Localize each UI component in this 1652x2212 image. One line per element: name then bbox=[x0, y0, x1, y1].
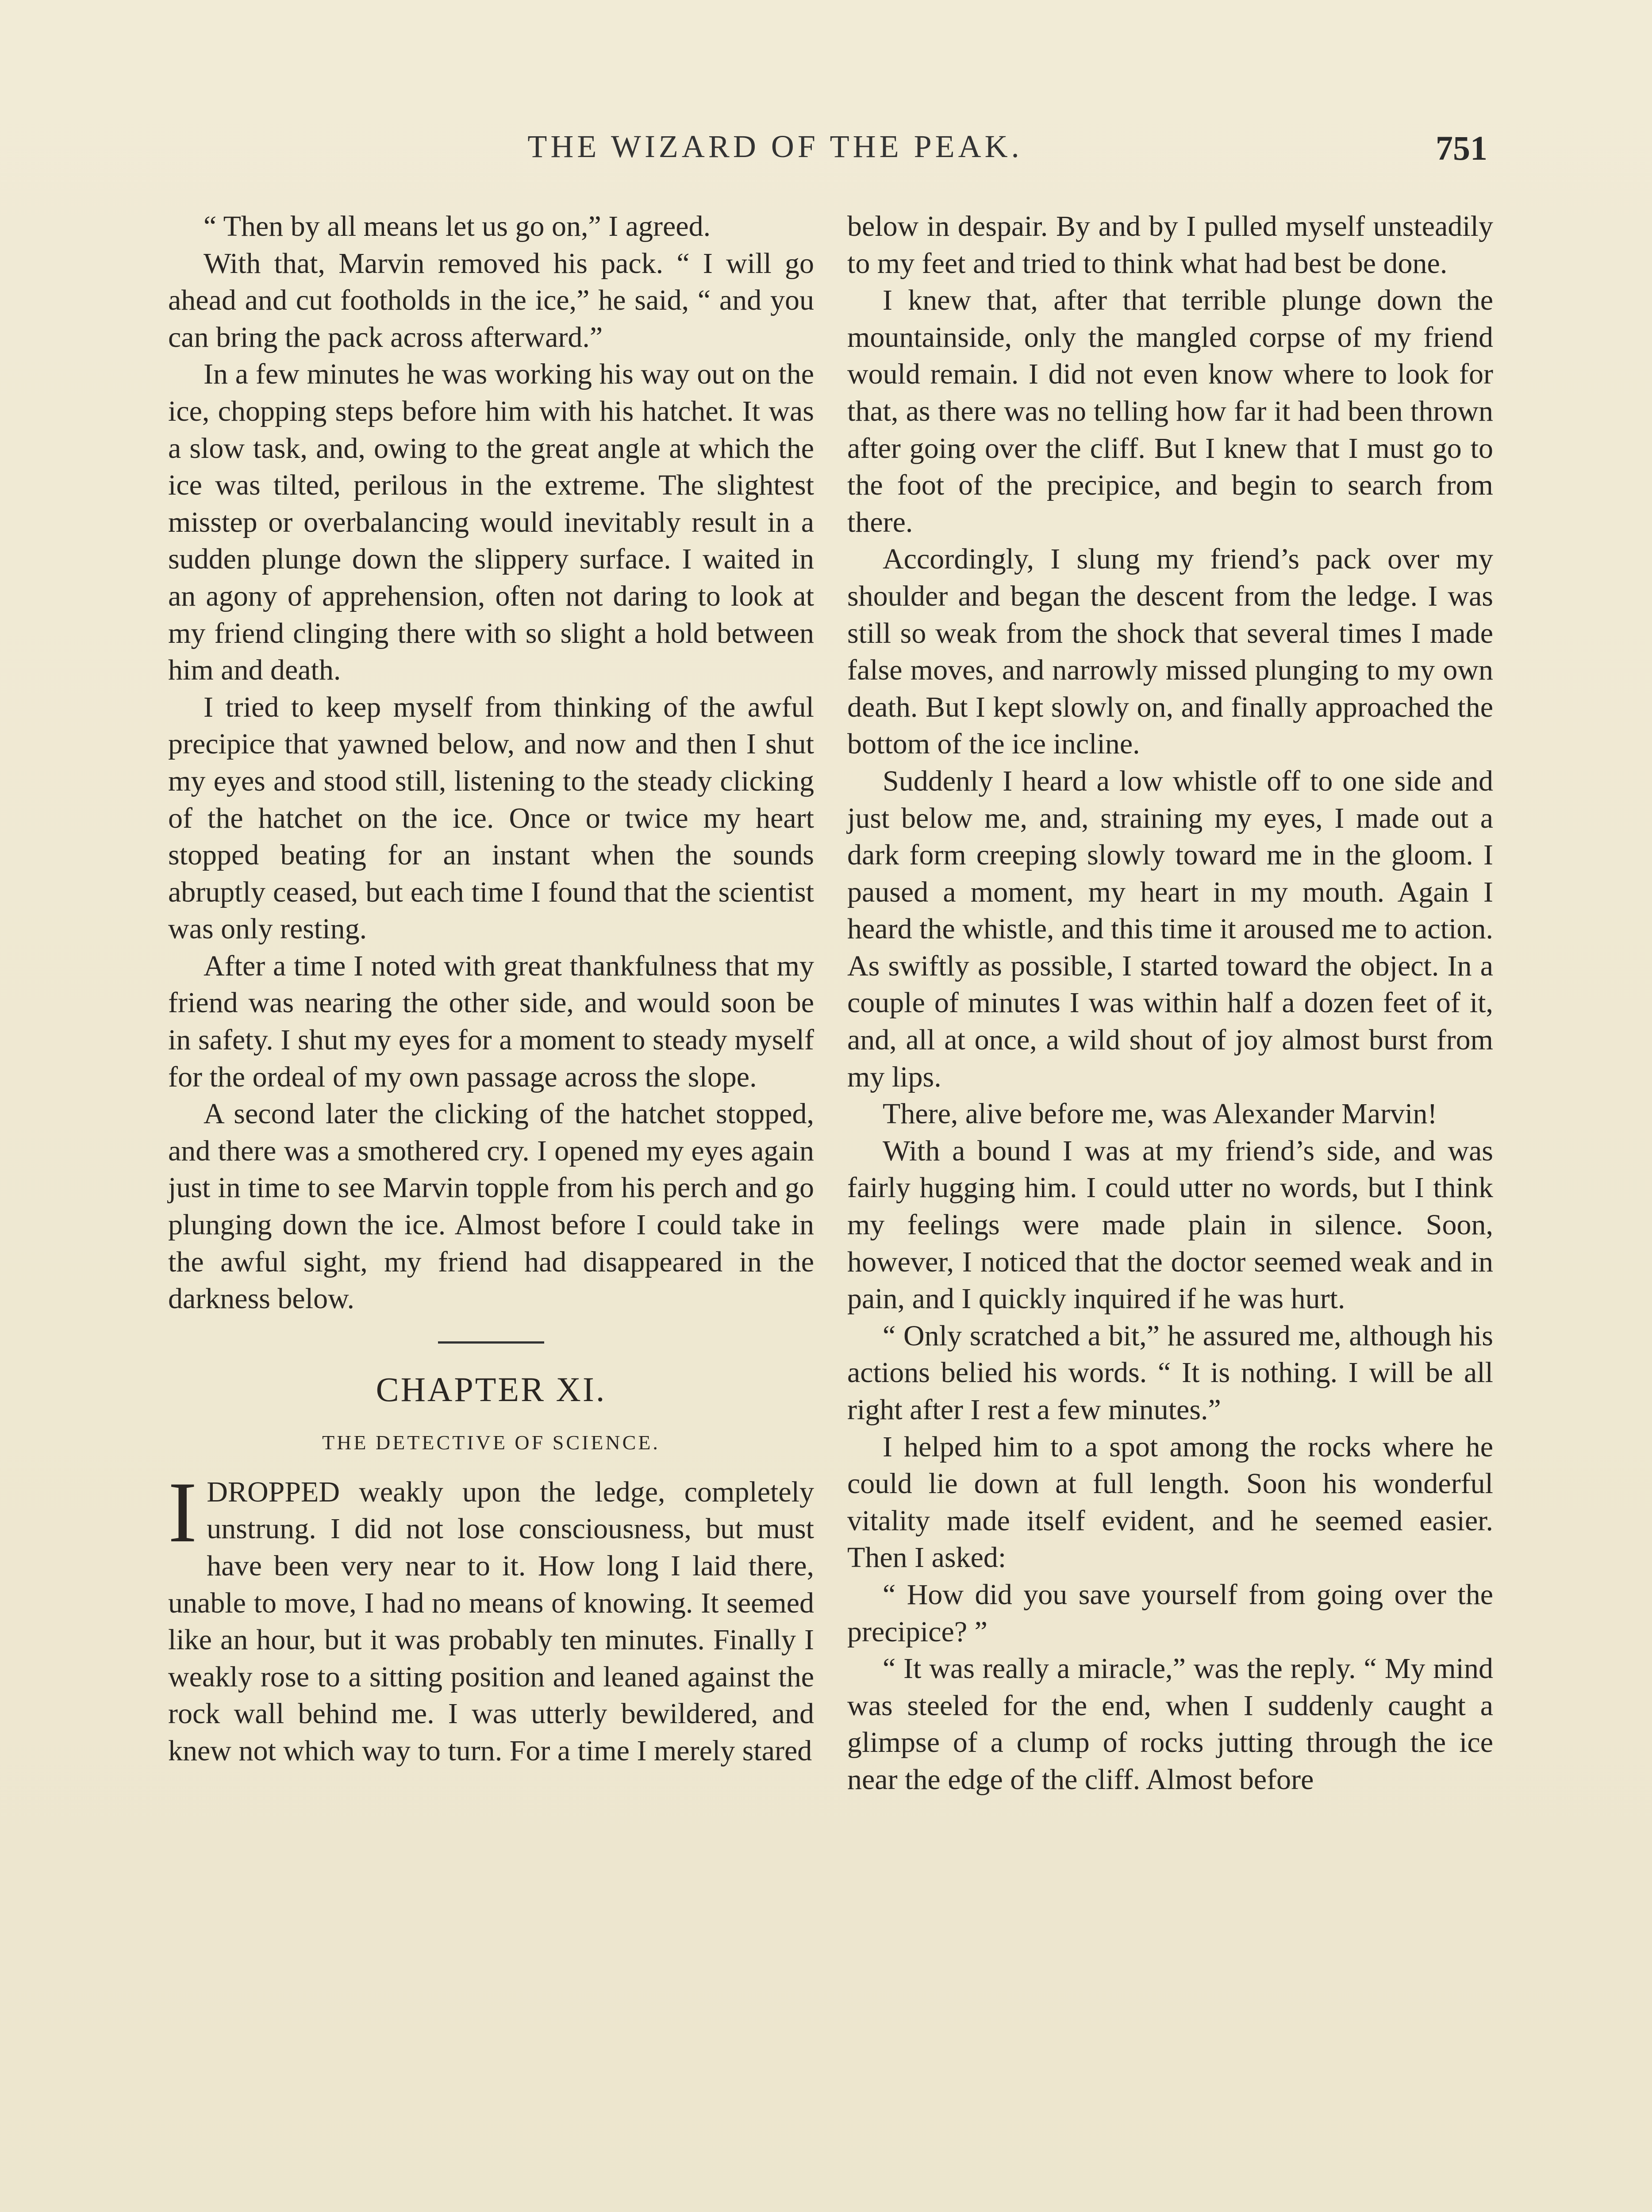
paragraph: With a bound I was at my friend’s side, and was fairly hugging him. I could utter no words, but I think my feelings were made plain in silence. Soon, however, I noticed that the doctor seemed weak and in pain, and I quickly inquired if he was hurt. bbox=[847, 1134, 1493, 1315]
paragraph: I helped him to a spot among the rocks where he could lie down at full length. Soon his wonderful vitality made itself evident, and he seemed easier. Then I asked: bbox=[847, 1430, 1493, 1574]
paragraph: With that, Marvin removed his pack. “ I will go ahead and cut footholds in the ice,” he said, “ and you can bring the pack across afterward.” bbox=[168, 247, 814, 353]
paragraph: Suddenly I heard a low whistle off to one side and just below me, and, straining my eyes, I made out a dark form creeping slowly toward me in the gloom. I paused a moment, my heart in my mouth. Again I heard the whistle, and this time it aroused me to action. As swiftly as possible, I started toward the object. In a couple of minutes I was within half a dozen feet of it, and, all at once, a wild shout of joy almost burst from my lips. bbox=[847, 764, 1493, 1093]
paragraph: A second later the clicking of the hatchet stopped, and there was a smothered cry. I opened my eyes again just in time to see Marvin topple from his perch and go plunging down the ice. Almost before I could take in the awful sight, my friend had disappeared in the darkness below. bbox=[168, 1098, 814, 1315]
paragraph: “ How did you save yourself from going over the precipice? ” bbox=[847, 1578, 1493, 1648]
drop-cap: I bbox=[168, 1464, 197, 1560]
chapter-heading: CHAPTER XI. bbox=[376, 1370, 607, 1409]
chapter-opening-paragraph bbox=[168, 1464, 814, 1770]
running-head-title: THE WIZARD OF THE PEAK. bbox=[527, 129, 1023, 164]
section-divider bbox=[438, 1341, 544, 1344]
running-head bbox=[165, 128, 1487, 177]
paragraph: After a time I noted with great thankfulness that my friend was nearing the other side, and would soon be in safety. I shut my eyes for a moment to steady myself for the ordeal of my own passage across the slope. bbox=[168, 949, 814, 1093]
paragraph: Accordingly, I slung my friend’s pack over my shoulder and began the descent from the ledge. I was still so weak from the shock that several times I made false moves, and narrowly missed plunging to my own death. But I kept slowly on, and finally approached the bottom of the ice incline. bbox=[847, 543, 1493, 760]
paragraph: In a few minutes he was working his way out on the ice, chopping steps before him with his hatchet. It was a slow task, and, owing to the great angle at which the ice was tilted, perilous in the extreme. The slightest misstep or overbalancing would inevitably result in a sudden plunge down the slippery surface. I waited in an agony of apprehension, often not daring to look at my friend clinging there with so slight a hold between him and death. bbox=[168, 358, 814, 687]
chapter-subtitle: THE DETECTIVE OF SCIENCE. bbox=[322, 1431, 660, 1454]
right-column bbox=[847, 208, 1493, 1798]
paragraph: “ Only scratched a bit,” he assured me, although his actions belied his words. “ It is nothing. I will be all right after I rest a few minutes.” bbox=[847, 1319, 1493, 1426]
page-number: 751 bbox=[1436, 129, 1487, 167]
paragraph: “ It was really a miracle,” was the reply. “ My mind was steeled for the end, when I suddenly caught a glimpse of a clump of rocks jutting through the ice near the edge of the cliff. Almost before bbox=[847, 1652, 1493, 1796]
chapter-opening-text: DROPPED weakly upon the ledge, completely unstrung. I did not lose consciousness, but must have been very near to it. How long I laid there, unable to move, I had no means of knowing. It seemed like an hour, but it was probably ten minutes. Finally I weakly rose to a sitting position and leaned against the rock wall behind me. I was utterly bewildered, and knew not which way to turn. For a time I merely stared bbox=[168, 1475, 814, 1767]
paragraph: There, alive before me, was Alexander Marvin! bbox=[883, 1098, 1437, 1130]
left-column bbox=[168, 208, 814, 1770]
paragraph: I tried to keep myself from thinking of the awful precipice that yawned below, and now and then I shut my eyes and stood still, listening to the steady clicking of the hatchet on the ice. Once or twice my heart stopped beating for an instant when the sounds abruptly ceased, but each time I found that the scientist was only resting. bbox=[168, 691, 814, 945]
paragraph: “ Then by all means let us go on,” I agreed. bbox=[204, 210, 711, 242]
paragraph: I knew that, after that terrible plunge down the mountainside, only the mangled corpse of my friend would remain. I did not even know where to look for that, as there was no telling how far it had been thrown after going over the cliff. But I knew that I must go to the foot of the precipice, and begin to search from there. bbox=[847, 284, 1493, 538]
continued-paragraph: below in despair. By and by I pulled myself unsteadily to my feet and tried to think what had best be done. bbox=[847, 210, 1493, 280]
